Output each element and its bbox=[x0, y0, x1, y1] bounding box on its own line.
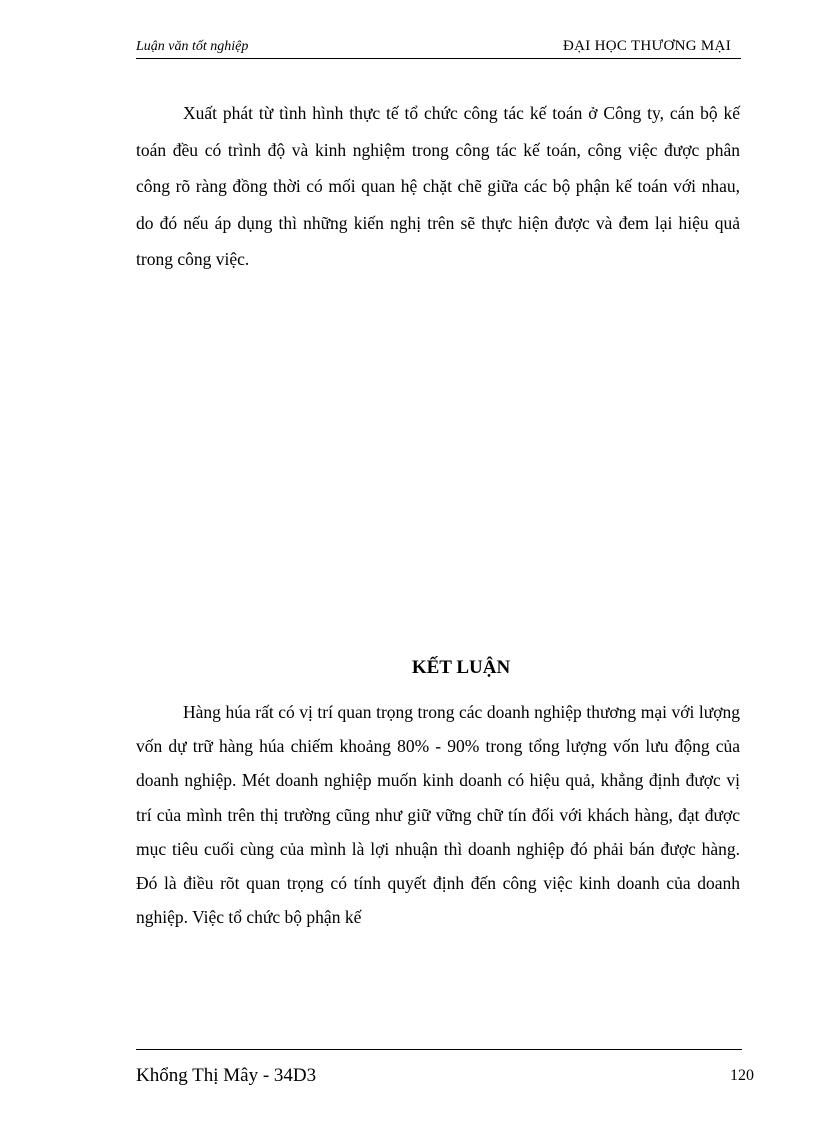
footer-author: Khổng Thị Mây - 34D3 bbox=[136, 1065, 317, 1086]
header-university-name: ĐẠI HỌC THƯƠNG MẠI bbox=[562, 38, 731, 54]
footer-page-number: 120 bbox=[730, 1067, 754, 1084]
page-header bbox=[136, 34, 741, 59]
body-paragraph-2: Hàng húa rất có vị trí quan trọng trong các doanh nghiệp thương mại với lượng vốn dự trữ hàng húa chiếm khoảng 80% - 90% trong tổng lượng vốn lưu động của doanh nghiệp. Mét doanh nghiệp muốn kinh doanh có hiệu quả, khẳng định được vị trí của mình trên thị trường cũng như giữ vững chữ tín đối với khách hàng, đạt được mục tiêu cuối cùng của mình là lợi nhuận thì doanh nghiệp đó phải bán được hàng. Đó là điều rõt quan trọng có tính quyết định đến công việc kinh doanh của doanh nghiệp. Việc tổ chức bộ phận kế bbox=[136, 702, 740, 928]
section-title-conclusion: KẾT LUẬN bbox=[411, 657, 511, 678]
header-thesis-label: Luận văn tốt nghiệp bbox=[136, 39, 249, 54]
body-paragraph-1: Xuất phát từ tình hình thực tế tổ chức công tác kế toán ở Công ty, cán bộ kế toán đều có trình độ và kinh nghiệm trong công tác kế toán, công việc được phân công rõ ràng đồng thời có mối quan hệ chặt chẽ giữa các bộ phận kế toán với nhau, do đó nếu áp dụng thì những kiến nghị trên sẽ thực hiện được và đem lại hiệu quả trong công việc. bbox=[136, 103, 740, 269]
page-footer bbox=[136, 1049, 754, 1090]
